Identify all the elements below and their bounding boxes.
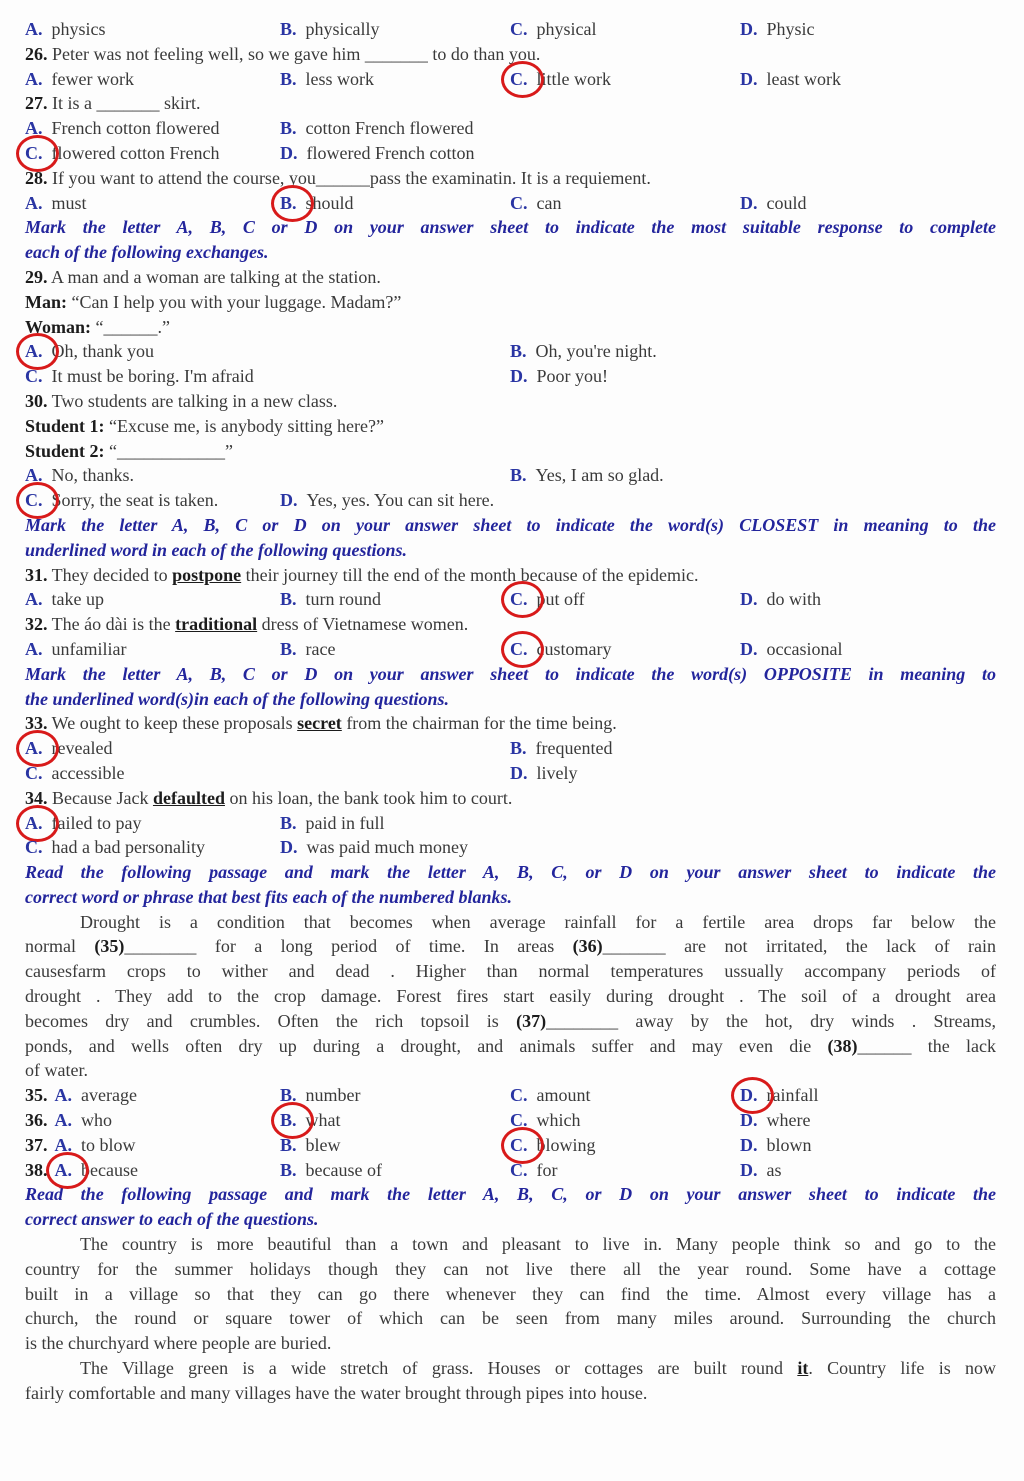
option-letter: B.: [280, 191, 297, 216]
option: [740, 1158, 996, 1183]
option-letter: C.: [510, 637, 528, 662]
passage1-line-2: [25, 934, 996, 959]
text-segment: the underlined word(s)in each of the following questions.: [25, 688, 450, 709]
q34-options-ab: [25, 811, 996, 836]
option-text: flowered cotton French: [51, 142, 220, 163]
option: [25, 17, 280, 42]
option-text: blew: [305, 1134, 341, 1155]
option-letter: B.: [280, 19, 297, 39]
option-letter: B.: [280, 68, 297, 89]
text-segment: “____________”: [104, 440, 233, 461]
option: [510, 339, 996, 364]
q32-options: [25, 637, 996, 662]
option-letter: C.: [25, 488, 43, 513]
option: [280, 1083, 510, 1108]
passage2-line-5: [25, 1331, 996, 1356]
text-segment: fairly comfortable and many villages have the water brought through pipes into house.: [25, 1382, 648, 1403]
option-text: because of: [305, 1159, 382, 1180]
option-text: Physic: [766, 19, 815, 39]
option-letter: D.: [510, 366, 528, 387]
text-segment: It is a _______ skirt.: [47, 93, 201, 114]
passage3-line-1: [25, 1356, 996, 1381]
option-text: It must be boring. I'm afraid: [51, 366, 254, 387]
option-text: amount: [536, 1085, 591, 1106]
option-text: lively: [536, 762, 578, 783]
option: [25, 811, 280, 836]
option-text: was paid much money: [306, 837, 468, 858]
text-segment: (36): [572, 936, 603, 957]
q33-options-cd: [25, 761, 996, 786]
option-text: take up: [51, 589, 104, 610]
option-letter: C.: [510, 19, 528, 39]
text-segment: each of the following exchanges.: [25, 242, 269, 263]
option-letter: D.: [280, 490, 298, 511]
option-text: average: [81, 1085, 137, 1106]
q30-student1: [25, 414, 996, 439]
text-segment: Because Jack: [47, 787, 153, 808]
option-text: which: [536, 1110, 581, 1131]
q37-options: [25, 1133, 996, 1158]
question-number: 37.: [25, 1134, 48, 1155]
text-segment: “______.”: [91, 316, 170, 337]
q30-stem: [25, 389, 996, 414]
option: [510, 587, 740, 612]
option-text: Oh, thank you: [51, 341, 154, 362]
option-text: could: [766, 192, 807, 213]
option: [25, 637, 280, 662]
q26-options: [25, 67, 996, 92]
option-letter: A.: [54, 1110, 72, 1131]
text-segment: Mark the letter A, B, C or D on your answer sheet to indicate the word(s) OPPOSITE in meaning to: [25, 663, 996, 684]
text-segment: postpone: [172, 564, 242, 585]
text-segment: becomes dry and crumbles. Often the rich topsoil is: [25, 1010, 517, 1031]
text-segment: Read the following passage and mark the letter A, B, C, or D on your answer sheet to indicate the: [25, 1184, 996, 1205]
q27-stem: [25, 91, 996, 116]
passage1-line-7: [25, 1058, 996, 1083]
option-text: Sorry, the seat is taken.: [51, 490, 219, 511]
passage2-line-4: [25, 1306, 996, 1331]
option-letter: C.: [25, 762, 43, 783]
text-segment: 29.: [25, 266, 48, 287]
option-text: turn round: [305, 589, 382, 610]
option-letter: B.: [510, 738, 527, 759]
q29-stem: [25, 265, 996, 290]
option-letter: D.: [740, 1159, 758, 1180]
instruction-5-line-2: [25, 1207, 996, 1232]
instruction-5-line-1: [25, 1182, 996, 1207]
text-segment: church, the round or square tower of which can be seen from many miles around. Surrounding the church: [25, 1308, 996, 1329]
q34-options-cd: [25, 835, 996, 860]
text-segment: Read the following passage and mark the letter A, B, C, or D on your answer sheet to indicate the: [25, 862, 996, 883]
option: [510, 191, 740, 216]
q28-stem: [25, 166, 996, 191]
option: [280, 116, 996, 141]
text-segment: “Excuse me, is anybody sitting here?”: [104, 415, 384, 436]
text-segment: They decided to: [47, 564, 173, 585]
option: [740, 587, 996, 612]
option-letter: A.: [25, 339, 43, 364]
text-segment: We ought to keep these proposals: [47, 713, 298, 734]
question-number: 36.: [25, 1110, 48, 1131]
option-text: Poor you!: [536, 366, 608, 387]
option: [280, 67, 510, 92]
text-segment: ______ the lack: [857, 1035, 996, 1056]
text-segment: (35): [94, 936, 125, 957]
text-segment: their journey till the end of the month because of the epidemic.: [241, 564, 699, 585]
option: [25, 339, 510, 364]
option-text: fewer work: [51, 68, 134, 89]
option-letter: B.: [280, 1108, 297, 1133]
option: [740, 637, 996, 662]
text-segment: drought . They add to the crop damage. Forest fires start easily during drought . The soil of a drought area: [25, 986, 996, 1007]
instruction-2-line-1: [25, 513, 996, 538]
option: [510, 1133, 740, 1158]
option-text: blowing: [536, 1134, 596, 1155]
text-segment: Woman:: [25, 316, 92, 337]
text-segment: dress of Vietnamese women.: [257, 614, 469, 635]
option-letter: A.: [25, 192, 43, 213]
option-letter: A.: [25, 811, 43, 836]
text-segment: secret: [297, 713, 342, 734]
passage1-line-3: [25, 959, 996, 984]
question-number: 38.: [25, 1159, 48, 1180]
option: [510, 736, 996, 761]
option: [25, 587, 280, 612]
option: [280, 1108, 510, 1133]
option: [280, 1133, 510, 1158]
option-text: Yes, I am so glad.: [535, 465, 664, 486]
text-segment: Drought is a condition that becomes when average rainfall for a fertile area drops far below the: [80, 911, 996, 932]
q26-stem: [25, 42, 996, 67]
option: [510, 1108, 740, 1133]
option-letter: A.: [25, 118, 43, 139]
passage3-line-2: [25, 1381, 996, 1406]
q36-options: [25, 1108, 996, 1133]
text-segment: ponds, and wells often dry up during a drought, and animals suffer and may even die: [25, 1035, 828, 1056]
text-segment: Student 2:: [25, 440, 105, 461]
option-text: to blow: [81, 1134, 136, 1155]
text-segment: “Can I help you with your luggage. Madam?”: [67, 291, 402, 312]
text-segment: ________ for a long period of time. In areas: [124, 936, 573, 957]
passage2-line-1: [25, 1232, 996, 1257]
option: [280, 637, 510, 662]
text-segment: The áo dài is the: [47, 614, 176, 635]
option: [280, 141, 996, 166]
text-segment: normal: [25, 936, 95, 957]
option-text: No, thanks.: [51, 465, 134, 486]
q30-student2: [25, 439, 996, 464]
option-letter: B.: [510, 465, 527, 486]
option: [740, 1083, 996, 1108]
option-text: occasional: [766, 638, 843, 659]
text-segment: correct answer to each of the questions.: [25, 1209, 319, 1230]
q31-options: [25, 587, 996, 612]
text-segment: The Village green is a wide stretch of grass. Houses or cottages are built round: [80, 1358, 798, 1379]
option: [510, 17, 740, 42]
option-letter: D.: [280, 142, 298, 163]
option-letter: B.: [280, 1134, 297, 1155]
option-text: who: [81, 1110, 112, 1131]
option-letter: D.: [280, 837, 298, 858]
option: [280, 488, 996, 513]
text-segment: causesfarm crops to wither and dead . Higher than normal temperatures ussually accompany periods of: [25, 961, 996, 982]
option: [25, 191, 280, 216]
text-segment: If you want to attend the course, you______pass the examinatin. It is a requiement.: [47, 167, 651, 188]
option-text: physical: [536, 19, 597, 39]
option-letter: D.: [740, 589, 758, 610]
option-letter: C.: [25, 366, 43, 387]
option-letter: C.: [25, 837, 43, 858]
instruction-4-line-2: [25, 885, 996, 910]
option-letter: C.: [510, 192, 528, 213]
option: [740, 1133, 996, 1158]
option-text: should: [305, 192, 354, 213]
q30-options-cd: [25, 488, 996, 513]
option: [25, 1108, 280, 1133]
option-letter: B.: [510, 341, 527, 362]
text-segment: is the churchyard where people are buried.: [25, 1333, 332, 1354]
option-text: little work: [536, 68, 611, 89]
option-letter: C.: [510, 1110, 528, 1131]
option-letter: A.: [25, 19, 43, 39]
option: [25, 488, 280, 513]
text-segment: A man and a woman are talking at the station.: [47, 266, 381, 287]
text-segment: 28.: [25, 167, 48, 188]
option-text: where: [766, 1110, 811, 1131]
text-segment: country for the summer holidays though they can not live there all the year round. Some have a cottage: [25, 1258, 996, 1279]
option-letter: C.: [25, 141, 43, 166]
passage1-line-6: [25, 1034, 996, 1059]
text-segment: Peter was not feeling well, so we gave him _______ to do than you.: [47, 43, 541, 64]
option-letter: D.: [740, 1110, 758, 1131]
text-segment: Mark the letter A, B, C or D on your answer sheet to indicate the most suitable response to complete: [25, 217, 996, 238]
text-segment: _______ are not irritated, the lack of rain: [602, 936, 996, 957]
text-segment: Man:: [25, 291, 67, 312]
option: [280, 191, 510, 216]
q28-options: [25, 191, 996, 216]
q38-options: [25, 1158, 996, 1183]
option: [740, 191, 996, 216]
option: [25, 1133, 280, 1158]
option-text: customary: [536, 638, 612, 659]
option-text: must: [51, 192, 87, 213]
instruction-1-line-2: [25, 240, 996, 265]
option-text: cotton French flowered: [305, 118, 474, 139]
q29-options-cd: [25, 364, 996, 389]
text-segment: Student 1:: [25, 415, 105, 436]
instruction-3-line-2: [25, 687, 996, 712]
option: [740, 67, 996, 92]
q33-stem: [25, 711, 996, 736]
option: [510, 463, 996, 488]
option: [25, 761, 510, 786]
text-segment: Mark the letter A, B, C or D on your answer sheet to indicate the word(s) CLOSEST in meaning to the: [25, 514, 996, 535]
option-text: for: [536, 1159, 558, 1180]
q32-stem: [25, 612, 996, 637]
option-letter: C.: [510, 1133, 528, 1158]
passage1-line-5: [25, 1009, 996, 1034]
text-segment: traditional: [175, 614, 258, 635]
option-letter: A.: [54, 1134, 72, 1155]
option-letter: C.: [510, 1085, 528, 1106]
option-letter: B.: [280, 638, 297, 659]
option: [25, 116, 280, 141]
option: [25, 835, 280, 860]
option-text: Yes, yes. You can sit here.: [306, 490, 495, 511]
text-segment: . Country life is now: [808, 1358, 996, 1379]
option-text: had a bad personality: [51, 837, 205, 858]
q27-options-ab: [25, 116, 996, 141]
option-letter: A.: [55, 1158, 73, 1183]
option-text: frequented: [535, 738, 613, 759]
option: [510, 67, 740, 92]
option-text: as: [766, 1159, 782, 1180]
option-text: Oh, you're night.: [535, 341, 657, 362]
option-text: blown: [766, 1134, 812, 1155]
option-text: less work: [305, 68, 375, 89]
option-text: least work: [766, 68, 841, 89]
option-letter: D.: [740, 19, 758, 39]
text-segment: 30.: [25, 390, 48, 411]
text-segment: 32.: [25, 614, 48, 635]
passage2-line-3: [25, 1282, 996, 1307]
option-text: paid in full: [305, 812, 385, 833]
option: [510, 1158, 740, 1183]
option: [510, 637, 740, 662]
option-letter: B.: [280, 589, 297, 610]
option-letter: D.: [740, 1134, 758, 1155]
option-text: physics: [51, 19, 106, 39]
q34-stem: [25, 786, 996, 811]
option-letter: D.: [740, 192, 758, 213]
text-segment: underlined word in each of the following questions.: [25, 539, 408, 560]
option-text: French cotton flowered: [51, 118, 220, 139]
text-segment: built in a village so that they can go there whenever they can find the time. Almost every village has a: [25, 1283, 996, 1304]
option-letter: B.: [280, 812, 297, 833]
option-letter: D.: [510, 762, 528, 783]
option-text: physically: [305, 19, 380, 39]
text-segment: correct word or phrase that best fits each of the numbered blanks.: [25, 886, 513, 907]
option-text: unfamiliar: [51, 638, 127, 659]
option: [280, 835, 996, 860]
text-segment: of water.: [25, 1060, 88, 1081]
option-letter: A.: [25, 465, 43, 486]
q29-woman: [25, 315, 996, 340]
option-letter: B.: [280, 1085, 297, 1106]
option-text: race: [305, 638, 336, 659]
text-segment: ________ away by the hot, dry winds . Streams,: [546, 1010, 996, 1031]
text-segment: 33.: [25, 713, 48, 734]
option-text: what: [305, 1110, 341, 1131]
option-text: failed to pay: [51, 812, 142, 833]
instruction-3-line-1: [25, 662, 996, 687]
option-text: do with: [766, 589, 822, 610]
passage1-line-4: [25, 984, 996, 1009]
option-letter: D.: [740, 1083, 758, 1108]
q31-stem: [25, 563, 996, 588]
option-letter: D.: [740, 68, 758, 89]
q29-options-ab: [25, 339, 996, 364]
option: [740, 17, 996, 42]
option: [280, 17, 510, 42]
text-segment: it: [797, 1358, 809, 1379]
text-segment: from the chairman for the time being.: [341, 713, 617, 734]
option: [25, 141, 280, 166]
option: [25, 1158, 280, 1183]
q27-options-cd: [25, 141, 996, 166]
option-text: can: [536, 192, 562, 213]
option-letter: A.: [25, 589, 43, 610]
option-letter: B.: [280, 118, 297, 139]
text-segment: on his loan, the bank took him to court.: [224, 787, 513, 808]
option-letter: B.: [280, 1159, 297, 1180]
option-text: because: [81, 1159, 138, 1180]
option-letter: A.: [25, 68, 43, 89]
option: [510, 1083, 740, 1108]
text-segment: (38): [827, 1035, 858, 1056]
option: [25, 736, 510, 761]
instruction-1-line-1: [25, 215, 996, 240]
option-letter: C.: [510, 1159, 528, 1180]
option-letter: A.: [54, 1085, 72, 1106]
option-text: number: [305, 1085, 361, 1106]
q29-man: [25, 290, 996, 315]
question-number: 35.: [25, 1085, 48, 1106]
text-segment: 27.: [25, 93, 48, 114]
option-letter: D.: [740, 638, 758, 659]
option: [25, 364, 510, 389]
q25-options: [25, 17, 996, 42]
text-segment: 31.: [25, 564, 48, 585]
passage1-line-1: [25, 910, 996, 935]
option-text: revealed: [51, 738, 113, 759]
option: [280, 811, 996, 836]
instruction-2-line-2: [25, 538, 996, 563]
option-text: accessible: [51, 762, 125, 783]
option-text: rainfall: [766, 1085, 819, 1106]
option: [510, 364, 996, 389]
passage2-line-2: [25, 1257, 996, 1282]
text-segment: defaulted: [152, 787, 225, 808]
text-segment: 26.: [25, 43, 48, 64]
option: [510, 761, 996, 786]
text-segment: Two students are talking in a new class.: [47, 390, 338, 411]
option: [25, 463, 510, 488]
text-segment: The country is more beautiful than a town and pleasant to live in. Many people think so and go to the: [80, 1234, 996, 1255]
option: [25, 1083, 280, 1108]
option: [280, 1158, 510, 1183]
option: [25, 67, 280, 92]
option-letter: C.: [510, 67, 528, 92]
option: [280, 587, 510, 612]
q30-options-ab: [25, 463, 996, 488]
option-letter: A.: [25, 638, 43, 659]
option-letter: C.: [510, 587, 528, 612]
option-text: flowered French cotton: [306, 142, 475, 163]
option-text: put off: [536, 589, 585, 610]
instruction-4-line-1: [25, 860, 996, 885]
q33-options-ab: [25, 736, 996, 761]
q35-options: [25, 1083, 996, 1108]
text-segment: 34.: [25, 787, 48, 808]
option: [740, 1108, 996, 1133]
option-letter: A.: [25, 736, 43, 761]
text-segment: (37): [516, 1010, 547, 1031]
